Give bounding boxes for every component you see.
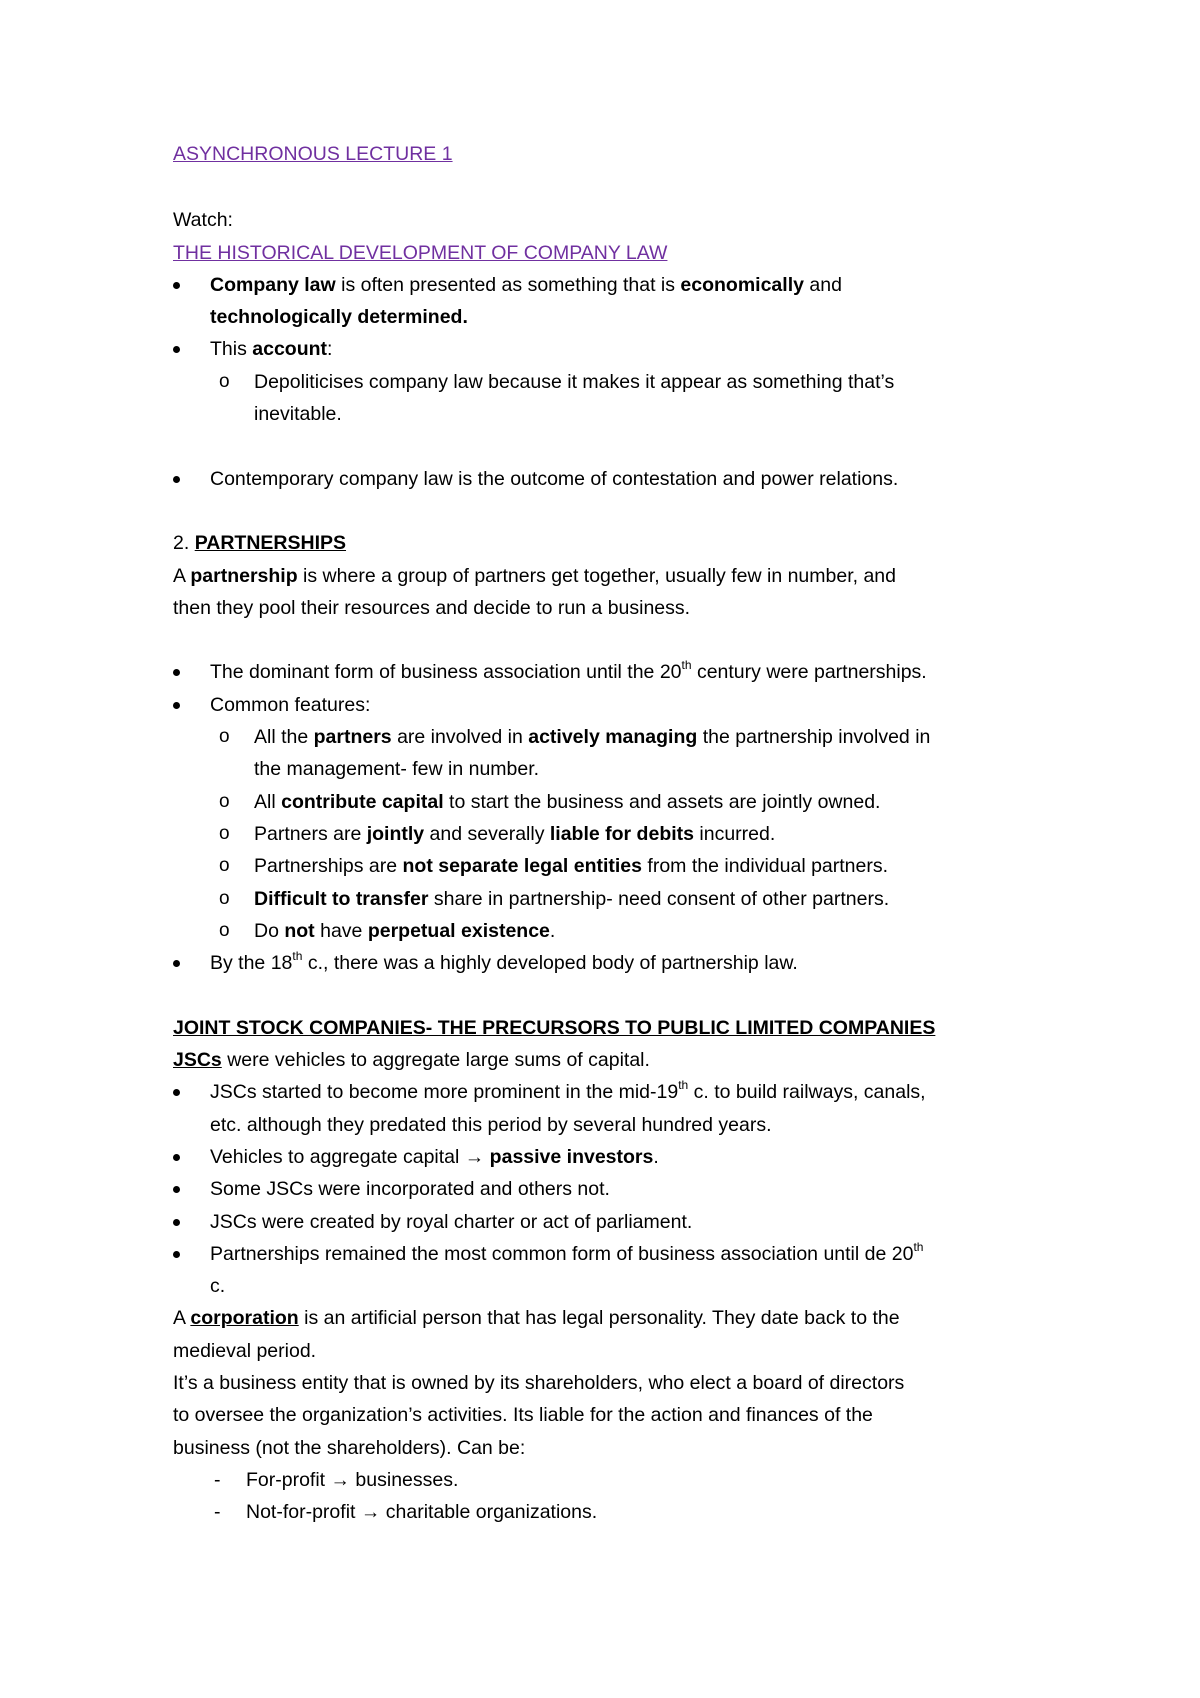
- bullet-icon: [173, 1089, 180, 1096]
- arrow-right-icon: →: [330, 1468, 351, 1491]
- document-title: ASYNCHRONOUS LECTURE 1: [173, 143, 453, 165]
- video-title-link[interactable]: THE HISTORICAL DEVELOPMENT OF COMPANY LAW: [173, 241, 668, 264]
- dash-list-item: - Not-for-profit → charitable organizations.: [173, 1496, 1073, 1528]
- bullet-icon: [173, 346, 180, 353]
- circle-bullet-icon: o: [219, 919, 230, 941]
- circle-bullet-icon: o: [219, 790, 230, 812]
- paragraph: It’s a business entity that is owned by its shareholders, who elect a board of directors: [173, 1371, 905, 1394]
- circle-bullet-icon: o: [219, 822, 230, 844]
- dash-bullet-icon: -: [214, 1468, 221, 1491]
- list-item: Vehicles to aggregate capital → passive investors.: [173, 1141, 1073, 1173]
- section-heading-jsc: JOINT STOCK COMPANIES- THE PRECURSORS TO PUBLIC LIMITED COMPANIES: [173, 1016, 936, 1039]
- bullet-icon: [173, 1154, 180, 1161]
- circle-bullet-icon: o: [219, 726, 230, 748]
- document-page: ASYNCHRONOUS LECTURE 1 Watch: THE HISTORICAL DEVELOPMENT OF COMPANY LAW Company law is often presented as something that is economically and technologically determined. This account: o Depoliticises company law because it makes it appear as something that’s inevitable. Contemporary company law is the outcome of contestation and power relations. 2. PARTNERSHIPS A partnership is where a group of partners get together, usually few in number, and then they pool their resources and decide to run a business. The dominant form of business association until the 20th century were partnerships. Common features: o All the partners are involved in actively managing the partnership involved in the management- few in number. o All contribute capital to start the business and assets are jointly owned. o Partners are jointly and severally liable for debits incurred. o Partnerships are not separate legal entities from the individual partners. o Difficult to transfer share in partnership- need consent of other partners. o Do not have perpetual existence. By the 18th c., there was a highly developed body of partnership law. JOINT STOCK COMPANIES- THE PRECURSORS TO PUBLIC LIMITED COMPANIES JSCs were vehicles to aggregate large sums of capital. JSCs started to become more prominent in the mid-19th c. to build railways, canals, etc. although they predated this period by several hundred years. Vehicles to aggregate capital → passive investors. Some JSCs were incorporated and others not. JSCs were created by royal charter or act of parliament. Partnerships remained the most common form of business association until de 20th c. A corporation is an artificial person that has legal personality. They date back to the medieval period. It’s a business entity that is owned by its shareholders, who elect a board of directors to oversee the organization’s activities. Its liable for the action and finances of the business (not the shareholders). Can be: - For-profit → businesses. - Not-for-profit → charitable organizations.: [173, 138, 1073, 1528]
- paragraph: JSCs were vehicles to aggregate large sums of capital.: [173, 1049, 650, 1072]
- list-item: By the 18th c., there was a highly developed body of partnership law.: [173, 947, 1073, 979]
- bullet-icon: [173, 669, 180, 676]
- sub-list-item: o Partners are jointly and severally liable for debits incurred.: [173, 818, 1073, 850]
- paragraph: A partnership is where a group of partners get together, usually few in number, and: [173, 564, 896, 587]
- list-item: This account:: [173, 333, 1073, 365]
- watch-label: Watch:: [173, 209, 233, 232]
- sub-list-item: o Difficult to transfer share in partnership- need consent of other partners.: [173, 883, 1073, 915]
- bullet-icon: [173, 1219, 180, 1226]
- bullet-icon: [173, 282, 180, 289]
- list-item: Some JSCs were incorporated and others not.: [173, 1173, 1073, 1205]
- dash-list-item: - For-profit → businesses.: [173, 1464, 1073, 1496]
- list-item: JSCs were created by royal charter or act of parliament.: [173, 1206, 1073, 1238]
- list-item: Contemporary company law is the outcome of contestation and power relations.: [173, 463, 1073, 495]
- list-item: JSCs started to become more prominent in the mid-19th c. to build railways, canals, etc. although they predated this period by several hundred years.: [173, 1076, 1073, 1141]
- bullet-icon: [173, 702, 180, 709]
- paragraph: A corporation is an artificial person that has legal personality. They date back to the: [173, 1307, 900, 1330]
- bullet-icon: [173, 960, 180, 967]
- arrow-right-icon: →: [360, 1501, 381, 1524]
- bullet-icon: [173, 1186, 180, 1193]
- list-item: Company law is often presented as something that is economically and technologically determined.: [173, 269, 1073, 334]
- section-heading-partnerships: 2. PARTNERSHIPS: [173, 532, 347, 555]
- sub-list-item: o Do not have perpetual existence.: [173, 915, 1073, 947]
- circle-bullet-icon: o: [219, 370, 230, 392]
- sub-list-item: o Partnerships are not separate legal entities from the individual partners.: [173, 850, 1073, 882]
- bullet-icon: [173, 1251, 180, 1258]
- list-item: The dominant form of business association until the 20th century were partnerships.: [173, 656, 1073, 688]
- sub-list-item: o All the partners are involved in actively managing the partnership involved in the management- few in number.: [173, 721, 1073, 786]
- circle-bullet-icon: o: [219, 887, 230, 909]
- circle-bullet-icon: o: [219, 855, 230, 877]
- dash-bullet-icon: -: [214, 1501, 221, 1524]
- sub-list-item: o All contribute capital to start the business and assets are jointly owned.: [173, 786, 1073, 818]
- arrow-right-icon: →: [464, 1145, 485, 1168]
- list-item: Common features:: [173, 689, 1073, 721]
- bullet-icon: [173, 476, 180, 483]
- sub-list-item: o Depoliticises company law because it makes it appear as something that’s inevitable.: [173, 366, 1073, 431]
- list-item: Partnerships remained the most common form of business association until de 20th c.: [173, 1238, 1073, 1303]
